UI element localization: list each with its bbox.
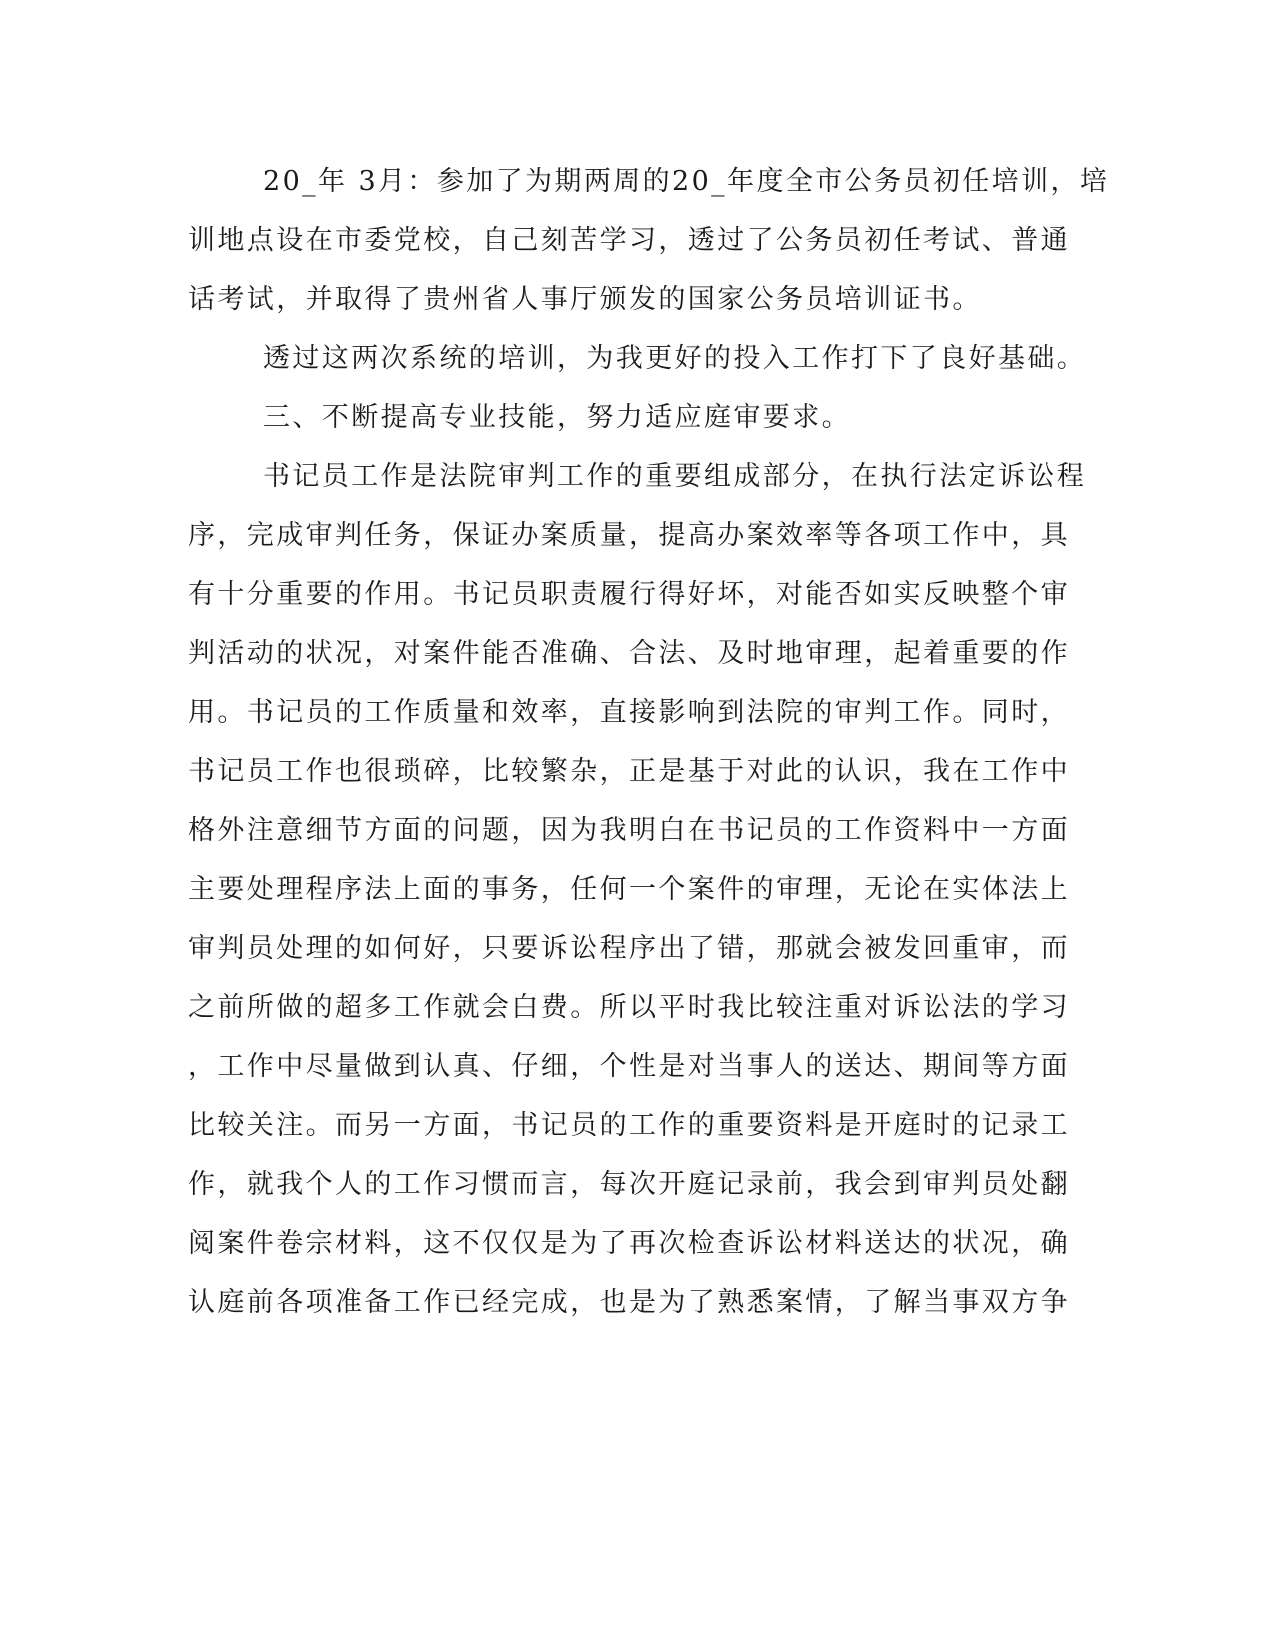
text-line: 之前所做的超多工作就会白费。所以平时我比较注重对诉讼法的学习	[188, 992, 1070, 1023]
text-line: 透过这两次系统的培训，为我更好的投入工作打下了良好基础。	[263, 343, 1087, 374]
text-line: 用。书记员的工作质量和效率，直接影响到法院的审判工作。同时，	[188, 697, 1070, 728]
text-line: 序，完成审判任务，保证办案质量，提高办案效率等各项工作中，具	[188, 520, 1070, 551]
text-line: 审判员处理的如何好，只要诉讼程序出了错，那就会被发回重审，而	[188, 933, 1070, 964]
text-line: 认庭前各项准备工作已经完成，也是为了熟悉案情，了解当事双方争	[188, 1287, 1070, 1318]
text-line: 话考试，并取得了贵州省人事厅颁发的国家公务员培训证书。	[188, 284, 982, 315]
text-line: 主要处理程序法上面的事务，任何一个案件的审理，无论在实体法上	[188, 874, 1070, 905]
text-line: ，工作中尽量做到认真、仔细，个性是对当事人的送达、期间等方面	[188, 1051, 1070, 1082]
text-line: 20_年 3月：参加了为期两周的20_年度全市公务员初任培训，培	[263, 166, 1110, 197]
text-line: 阅案件卷宗材料，这不仅仅是为了再次检查诉讼材料送达的状况，确	[188, 1228, 1070, 1259]
section-heading: 三、不断提高专业技能，努力适应庭审要求。	[263, 402, 851, 433]
text-line: 比较关注。而另一方面，书记员的工作的重要资料是开庭时的记录工	[188, 1110, 1070, 1141]
text-line: 判活动的状况，对案件能否准确、合法、及时地审理，起着重要的作	[188, 638, 1070, 669]
text-line: 书记员工作也很琐碎，比较繁杂，正是基于对此的认识，我在工作中	[188, 756, 1070, 787]
text-line: 作，就我个人的工作习惯而言，每次开庭记录前，我会到审判员处翻	[188, 1169, 1070, 1200]
text-line: 格外注意细节方面的问题，因为我明白在书记员的工作资料中一方面	[188, 815, 1070, 846]
text-line: 训地点设在市委党校，自己刻苦学习，透过了公务员初任考试、普通	[188, 225, 1070, 256]
text-line: 书记员工作是法院审判工作的重要组成部分，在执行法定诉讼程	[263, 461, 1087, 492]
text-line: 有十分重要的作用。书记员职责履行得好坏，对能否如实反映整个审	[188, 579, 1070, 610]
